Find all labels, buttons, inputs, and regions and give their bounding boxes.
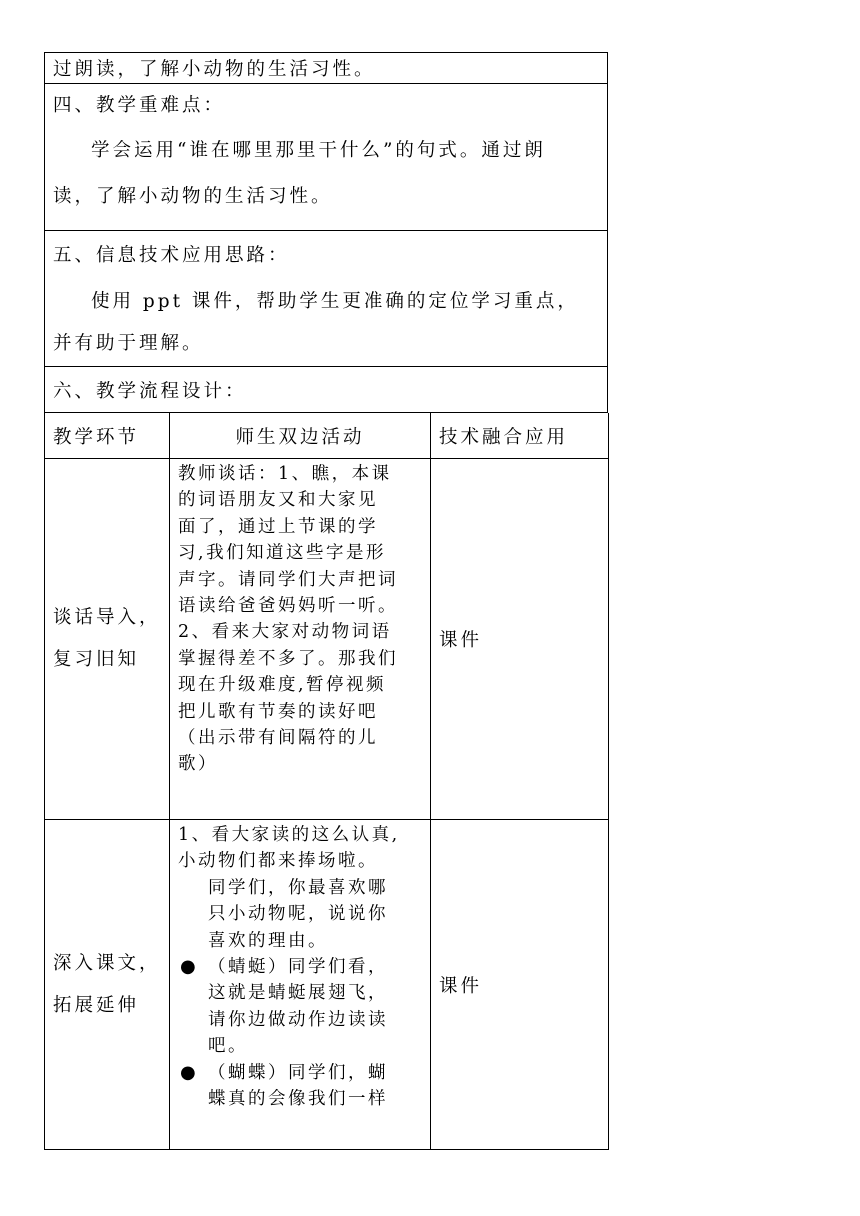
table-row [45,820,609,1150]
section-key-points [44,84,608,231]
activity-text: 把儿歌有节奏的读好吧 [178,701,378,722]
section-text: 使用 ppt 课件，帮助学生更准确的定位学习重点， [91,291,579,312]
process-table [44,413,609,1150]
activity-text: 小动物们都来捧场啦。 [178,851,378,872]
activity-text: 只小动物呢，说说你 [208,904,388,925]
stage-text: 谈话导入， [53,607,161,628]
activity-text: 同学们，你最喜欢哪 [208,877,388,898]
activity-text: 2、看来大家对动物词语 [178,622,392,643]
section-text: 读，了解小动物的生活习性。 [53,186,333,207]
column-header: 技术融合应用 [431,413,609,459]
section-process-design [44,367,608,413]
activity-text: 这就是蜻蜓展翅飞， [208,983,388,1004]
application-cell: 课件 [431,820,609,1150]
stage-text: 拓展延伸 [53,994,140,1016]
activity-cell [170,820,431,1150]
bullet-item [178,1060,422,1113]
section-heading: 六、教学流程设计： [53,380,247,402]
activity-text: 蝶真的会像我们一样 [208,1089,388,1110]
stage-text: 复习旧知 [53,649,140,670]
activity-text: 习,我们知道这些字是形 [178,543,387,564]
section-heading: 四、教学重难点： [53,95,226,116]
activity-text: 吧。 [208,1036,248,1057]
table-header-row [45,413,609,459]
activity-text: 声字。请同学们大声把词 [178,569,398,590]
lesson-plan-document [44,52,608,1150]
section-text: 并有助于理解。 [53,333,204,354]
activity-text: 请你边做动作边读读 [208,1009,388,1030]
teaching-goal-continued [44,52,608,84]
column-header: 教学环节 [45,413,170,459]
activity-text: 喜欢的理由。 [208,930,328,951]
column-header: 师生双边活动 [170,413,431,459]
activity-cell [170,459,431,820]
activity-text: （蝴蝶）同学们，蝴 [208,1062,388,1083]
application-cell: 课件 [431,459,609,820]
activity-text: 语读给爸爸妈妈听一听。 [178,596,398,617]
activity-text: 1、看大家读的这么认真, [178,825,400,845]
stage-cell [45,820,170,1150]
activity-text: 教师谈话：1、瞧，本课 [178,464,392,484]
bullet-icon: ● [180,956,196,978]
activity-text: 歌） [178,754,218,775]
section-heading: 五、信息技术应用思路： [53,245,290,266]
bullet-item [178,954,422,1060]
section-tech-approach [44,231,608,367]
activity-text: （出示带有间隔符的儿 [178,728,378,749]
goal-text: 过朗读，了解小动物的生活习性。 [53,59,376,80]
stage-cell [45,459,170,820]
stage-text: 深入课文， [53,952,161,974]
bullet-icon: ● [180,1061,196,1083]
activity-text: 面了，通过上节课的学 [178,516,378,537]
activity-text: 现在升级难度,暂停视频 [178,675,387,696]
activity-text: 的词语朋友又和大家见 [178,490,378,511]
activity-text: 掌握得差不多了。那我们 [178,648,398,669]
section-text: 学会运用“谁在哪里那里干什么”的句式。通过朗 [91,140,546,161]
table-row [45,459,609,820]
activity-text: （蜻蜓）同学们看， [208,957,388,978]
